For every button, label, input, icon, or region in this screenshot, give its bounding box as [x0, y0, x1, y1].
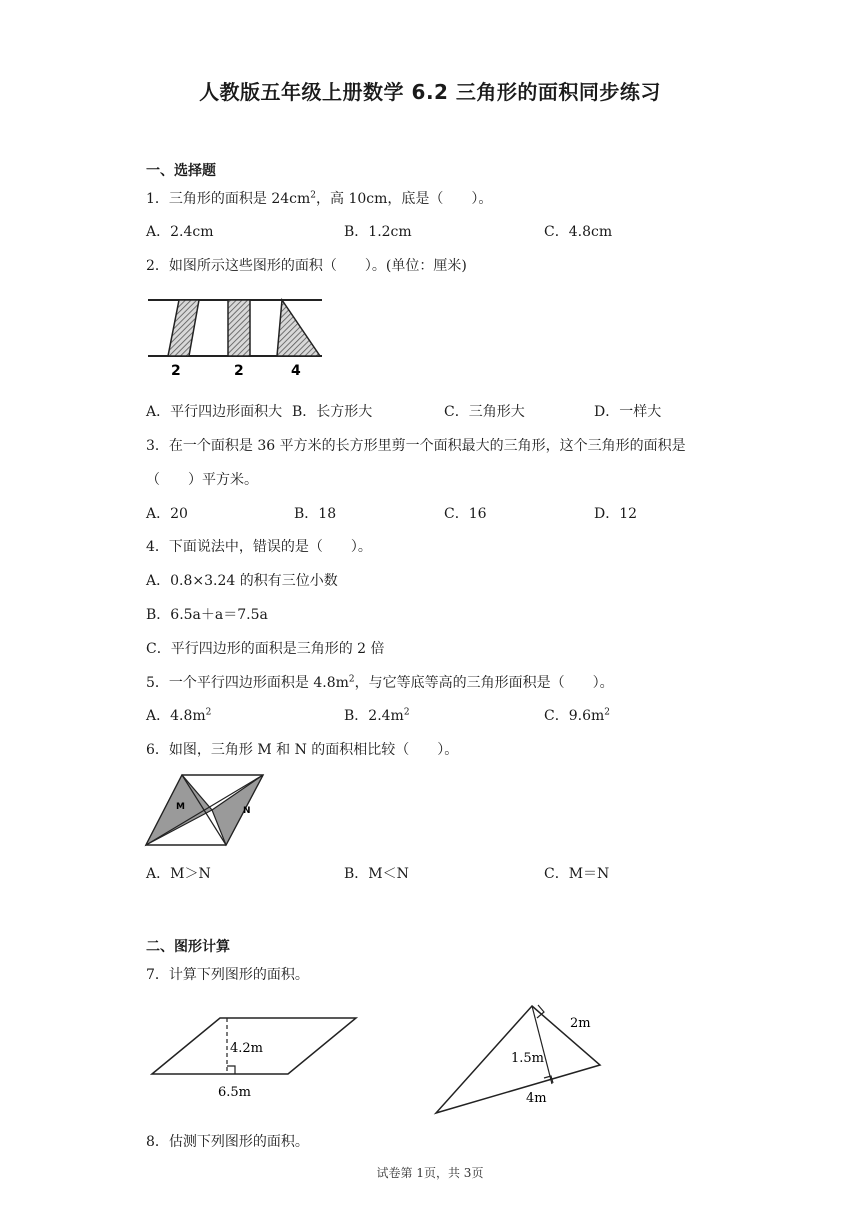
page-title: 人教版五年级上册数学 6.2 三角形的面积同步练习	[199, 80, 661, 104]
height-label: 1.5m	[511, 1051, 545, 1066]
question-2: 2．如图所示这些图形的面积（ ）。(单位：厘米)	[146, 258, 467, 274]
question-1-text: 1．三角形的面积是 24cm	[146, 191, 311, 207]
question-1	[146, 188, 492, 208]
label-n: N	[243, 806, 251, 816]
base-label: 6.5m	[218, 1085, 252, 1100]
question-7: 7．计算下列图形的面积。	[146, 967, 309, 983]
q5-option-c	[544, 705, 610, 725]
q3-option-c: C．16	[444, 506, 487, 522]
q5-option-b	[344, 705, 410, 725]
height-line	[532, 1006, 552, 1084]
fig-label-triangle: 4	[291, 363, 301, 379]
question-3-line-1: 3．在一个面积是 36 平方米的长方形里剪一个面积最大的三角形，这个三角形的面积是	[146, 438, 686, 454]
q5-option-a-text: A．4.8m	[146, 708, 206, 724]
section-heading-choice: 一、选择题	[146, 163, 216, 179]
q6-option-c: C．M＝N	[544, 866, 610, 882]
question-4: 4．下面说法中，错误的是（ ）。	[146, 539, 372, 555]
label-m: M	[176, 802, 185, 812]
parallelogram-shape	[168, 300, 199, 356]
superscript: 2	[205, 707, 212, 718]
question-3-line-2: （ ）平方米。	[146, 472, 258, 488]
q2-option-c: C．三角形大	[444, 404, 525, 420]
superscript: 2	[310, 190, 317, 201]
q6-option-a: A．M＞N	[146, 866, 211, 882]
page-footer: 试卷第 1页，共 3页	[376, 1166, 484, 1180]
rectangle-shape	[228, 300, 250, 356]
q3-option-b: B．18	[294, 506, 337, 522]
superscript: 2	[348, 674, 355, 685]
q5-option-b-text: B．2.4m	[344, 708, 404, 724]
triangle-shape	[277, 300, 320, 356]
side-label: 2m	[570, 1016, 591, 1031]
q4-option-b: B．6.5a＋a＝7.5a	[146, 607, 268, 623]
q5-option-c-text: C．9.6m	[544, 708, 605, 724]
superscript: 2	[403, 707, 410, 718]
q2-option-d: D．一样大	[594, 404, 662, 420]
right-angle-mark	[227, 1066, 235, 1074]
q1-option-c: C．4.8cm	[544, 224, 613, 240]
superscript: 2	[604, 707, 610, 718]
q7-triangle-figure	[430, 1000, 605, 1120]
q2-figure	[144, 290, 329, 380]
question-1-text-end: ，高 10cm，底是（ ）。	[316, 191, 493, 207]
question-5-text-end: ，与它等底等高的三角形面积是（ ）。	[354, 675, 614, 691]
question-8: 8．估测下列图形的面积。	[146, 1134, 309, 1150]
fig-label-parallelogram: 2	[171, 363, 181, 379]
q3-option-a: A．20	[146, 506, 188, 522]
q2-option-b: B．长方形大	[292, 404, 373, 420]
height-label: 4.2m	[230, 1041, 264, 1056]
q5-option-a	[146, 705, 211, 725]
question-5	[146, 672, 614, 692]
q1-option-a: A．2.4cm	[146, 224, 214, 240]
section-heading-calculation: 二、图形计算	[146, 939, 230, 955]
question-6: 6．如图，三角形 M 和 N 的面积相比较（ ）。	[146, 742, 459, 758]
q7-parallelogram-figure	[150, 1010, 360, 1106]
q2-option-a: A．平行四边形面积大	[146, 404, 283, 420]
q3-option-d: D．12	[594, 506, 638, 522]
question-5-text: 5．一个平行四边形面积是 4.8m	[146, 675, 349, 691]
base-label: 4m	[526, 1091, 547, 1106]
q1-option-b: B．1.2cm	[344, 224, 412, 240]
q6-figure	[144, 770, 266, 852]
fig-label-rectangle: 2	[234, 363, 244, 379]
q6-option-b: B．M＜N	[344, 866, 409, 882]
q4-option-a: A．0.8×3.24 的积有三位小数	[146, 573, 338, 589]
q4-option-c: C．平行四边形的面积是三角形的 2 倍	[146, 641, 385, 657]
